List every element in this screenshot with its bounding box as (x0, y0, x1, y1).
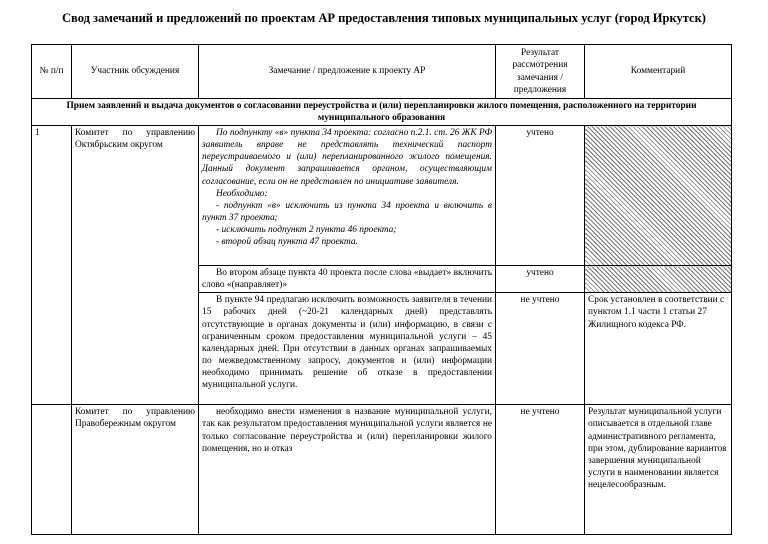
table-row (32, 405, 732, 535)
participant-cell: Комитет по управлению Правобережным округом (72, 405, 199, 535)
comment-cell-empty (585, 126, 732, 266)
remark-paragraph: По подпункту «в» пункта 34 проекта: согласно п.2.1. ст. 26 ЖК РФ заявитель вправе не представлять технический паспорт переустраиваемого и (или) перепланированного жилого помещения. Данный документ запрашивается органом, осуществляющим согласование, если он не представлен по инициативе заявителя. (202, 128, 492, 187)
header-remark: Замечание / предложение к проекту АР (199, 45, 496, 99)
row-num (32, 405, 72, 535)
result-cell: учтено (496, 266, 585, 293)
comment-cell-empty (585, 266, 732, 293)
table-header-row (32, 45, 732, 99)
remark-cell: В пункте 94 предлагаю исключить возможность заявителя в течении 15 рабочих дней (~20-21 календарных дней) представлять отсутствующие в органах документы и (или) информацию, в связи с ограниченным сроком предоставления муниципальной услуги – 45 календарных дней. При отсутствии в данных органах запрашиваемых по межведомственному запросу, документов и (или) информации необходимо принимать решение об отказе в предоставлении муниципальной услуги. (199, 293, 496, 405)
comment-cell: Срок установлен в соответствии с пунктом 1.1 части 1 статьи 27 Жилищного кодекса РФ. (585, 293, 732, 405)
header-result: Результат рассмотрения замечания / предложения (496, 45, 585, 99)
row-num: 1 (32, 126, 72, 405)
remark-cell: Во втором абзаце пункта 40 проекта после слова «выдает» включить слово «(направляет)» (199, 266, 496, 293)
remark-paragraph: Необходимо: (216, 188, 268, 199)
section-row (32, 99, 732, 126)
page-title: Свод замечаний и предложений по проектам АР предоставления типовых муниципальных услуг (город Иркутск) (62, 11, 706, 25)
result-cell: учтено (496, 126, 585, 266)
header-participant: Участник обсуждения (72, 45, 199, 99)
comment-cell: Результат муниципальной услуги описывается в отдельной главе административного регламента, при этом, дублирование вариантов завершения муниципальной услуги в наименовании является нецелесообразным. (585, 405, 732, 535)
remark-paragraph: - второй абзац пункта 47 проекта. (216, 237, 358, 248)
participant-cell: Комитет по управлению Октябрьским округом (72, 126, 199, 405)
section-title: Прием заявлений и выдача документов о согласовании переустройства и (или) перепланировки жилого помещения, расположенного на территории муниципального образования (32, 99, 732, 126)
remark-cell (199, 126, 496, 266)
remark-paragraph: - подпункт «в» исключить из пункта 34 проекта и включить в пункт 37 проекта; (202, 200, 492, 223)
remark-cell: необходимо внести изменения в название муниципальной услуги, так как результатом предоставления муниципальной услуги является не только согласование переустройства и (или) перепланировки жилого помещения, но и отказ (199, 405, 496, 535)
result-cell: не учтено (496, 293, 585, 405)
header-num: № п/п (32, 45, 72, 99)
result-cell: не учтено (496, 405, 585, 535)
header-comment: Комментарий (585, 45, 732, 99)
remark-paragraph: - исключить подпункт 2 пункта 46 проекта; (216, 224, 397, 235)
table-row (32, 126, 732, 266)
remarks-table (31, 44, 732, 535)
